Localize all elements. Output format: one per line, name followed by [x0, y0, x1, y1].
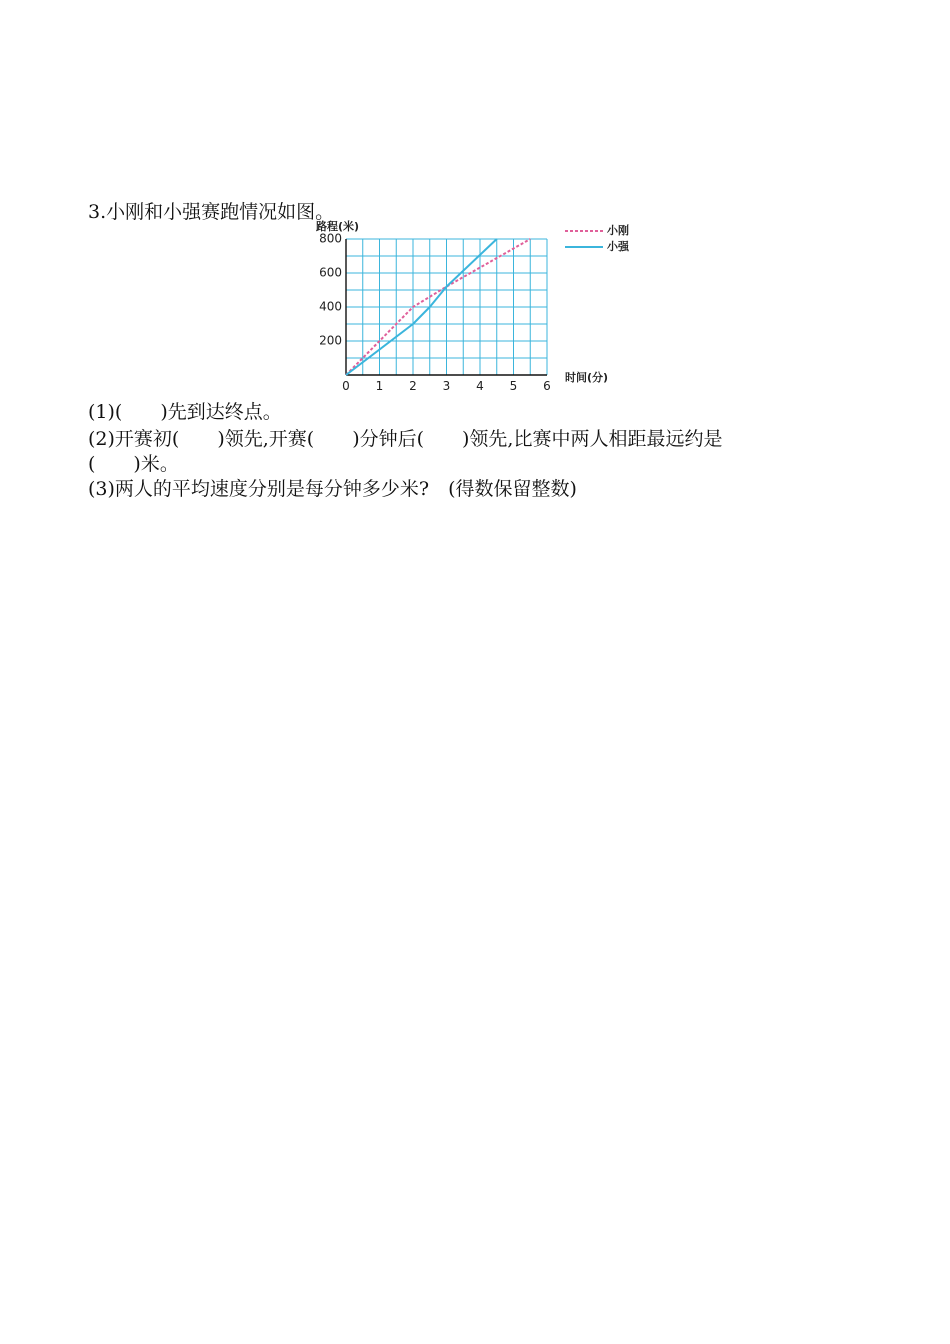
y-axis-label: 路程(米) — [316, 220, 360, 233]
x-tick-label: 4 — [476, 378, 484, 390]
legend-label-xiaoqiang: 小强 — [607, 240, 629, 253]
x-tick-label: 2 — [409, 378, 417, 390]
question-2-line-1: (2)开赛初( )领先,开赛( )分钟后( )领先,比赛中两人相距最远约是 — [88, 428, 723, 450]
y-tick-label: 400 — [319, 299, 342, 314]
question-1: (1)( )先到达终点。 — [88, 401, 282, 423]
x-tick-label: 5 — [509, 378, 518, 390]
x-tick-label: 1 — [375, 378, 384, 390]
x-axis-label: 时间(分) — [565, 371, 609, 384]
y-tick-label: 200 — [319, 333, 342, 348]
question-3: (3)两人的平均速度分别是每分钟多少米? (得数保留整数) — [88, 478, 577, 500]
chart-legend — [565, 223, 630, 253]
y-tick-label: 600 — [319, 265, 342, 280]
legend-label-xiaogang: 小刚 — [607, 224, 629, 237]
question-2-line-2: ( )米。 — [88, 453, 179, 475]
y-tick-label: 800 — [319, 231, 342, 246]
x-tick-label: 3 — [442, 378, 451, 390]
race-line-chart — [300, 215, 660, 390]
x-tick-label: 0 — [342, 378, 350, 390]
chart-grid — [346, 239, 547, 375]
problem-title: 3.小刚和小强赛跑情况如图。 — [88, 201, 335, 223]
x-tick-label: 6 — [543, 378, 551, 390]
